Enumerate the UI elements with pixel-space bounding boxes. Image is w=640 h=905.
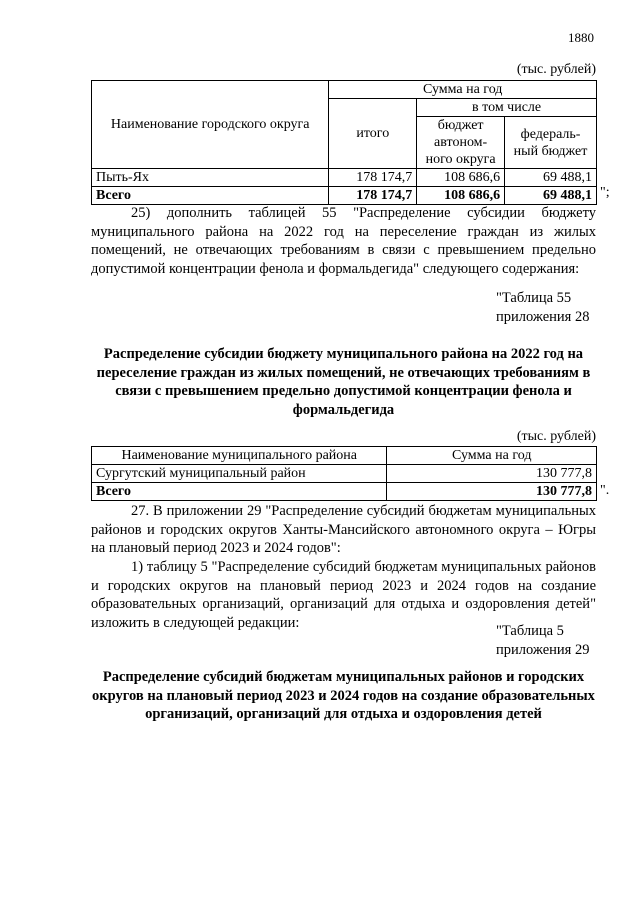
paragraph-27 bbox=[91, 502, 596, 558]
paragraph-1-text: 1) таблицу 5 "Распределение субсидий бюджетам муниципальных районов и городских округов на плановый период 2023 и 2024 годов на создание образовательных организаций, организаций для отдыха и оздоровления детей" изложить в следующей редакции: bbox=[91, 559, 596, 631]
table2-unit: (тыс. рублей) bbox=[516, 429, 596, 444]
table1-header-total: итого bbox=[329, 99, 417, 169]
paragraph-27-text: 27. В приложении 29 "Распределение субсидий бюджетам муниципальных районов и городских округов Ханты-Мансийского автономного округа – Югры на плановый период 2023 и 2024 годов": bbox=[91, 503, 596, 557]
row-name: Всего bbox=[92, 187, 329, 205]
row-sum: 130 777,8 bbox=[387, 465, 597, 483]
quote-line1: "Таблица 5 bbox=[496, 623, 564, 639]
table2-header-name: Наименование муниципального района bbox=[92, 447, 387, 465]
heading-table-5: Распределение субсидий бюджетам муниципальных районов и городских округов на плановый период 2023 и 2024 годов на создание образовательных организаций, организаций для отдыха и оздоровления детей bbox=[92, 669, 595, 723]
paragraph-25 bbox=[91, 204, 596, 278]
row-total: 178 174,7 bbox=[329, 187, 417, 205]
row-budget: 108 686,6 bbox=[417, 169, 505, 187]
row-sum: 130 777,8 bbox=[387, 483, 597, 501]
table-row bbox=[92, 187, 597, 205]
table1-header-name: Наименование городского округа bbox=[92, 81, 329, 169]
paragraph-25-text: 25) дополнить таблицей 55 "Распределение субсидии бюджету муниципального района на 2022 год на переселение граждан из жилых помещений, не отвечающих требованиям в связи с превышением предельно допустимой концентрации фенола и формальдегида" следующего содержания: bbox=[91, 205, 596, 277]
table1-header-fed: федераль- ный бюджет bbox=[505, 117, 597, 169]
row-fed: 69 488,1 bbox=[505, 187, 597, 205]
table-row bbox=[92, 169, 597, 187]
quote-line2: приложения 28 bbox=[496, 308, 590, 325]
row-name: Сургутский муниципальный район bbox=[92, 465, 387, 483]
table1-header-incl: в том числе bbox=[417, 99, 597, 117]
quote-table-55 bbox=[496, 289, 589, 326]
table-row bbox=[92, 483, 597, 501]
row-total: 178 174,7 bbox=[329, 169, 417, 187]
table2-tail: ". bbox=[600, 483, 610, 498]
quote-line1: "Таблица 55 bbox=[496, 290, 572, 306]
table1 bbox=[91, 80, 597, 205]
table2-header-sum: Сумма на год bbox=[387, 447, 597, 465]
table1-unit: (тыс. рублей) bbox=[516, 62, 596, 77]
table1-header-budget: бюджет автоном- ного округа bbox=[417, 117, 505, 169]
row-budget: 108 686,6 bbox=[417, 187, 505, 205]
page-number: 1880 bbox=[568, 30, 594, 45]
row-name: Пыть-Ях bbox=[92, 169, 329, 187]
table1-header-sum: Сумма на год bbox=[329, 81, 597, 99]
quote-table-5 bbox=[496, 622, 589, 659]
row-name: Всего bbox=[92, 483, 387, 501]
table1-tail: "; bbox=[600, 185, 610, 200]
table-row bbox=[92, 465, 597, 483]
quote-line2: приложения 29 bbox=[496, 641, 590, 658]
row-fed: 69 488,1 bbox=[505, 169, 597, 187]
heading-table-55: Распределение субсидии бюджету муниципального района на 2022 год на переселение граждан из жилых помещений, не отвечающих требованиям в связи с превышением предельно допустимой концентрации фенола и формальдегида bbox=[96, 346, 591, 418]
table2 bbox=[91, 446, 597, 501]
